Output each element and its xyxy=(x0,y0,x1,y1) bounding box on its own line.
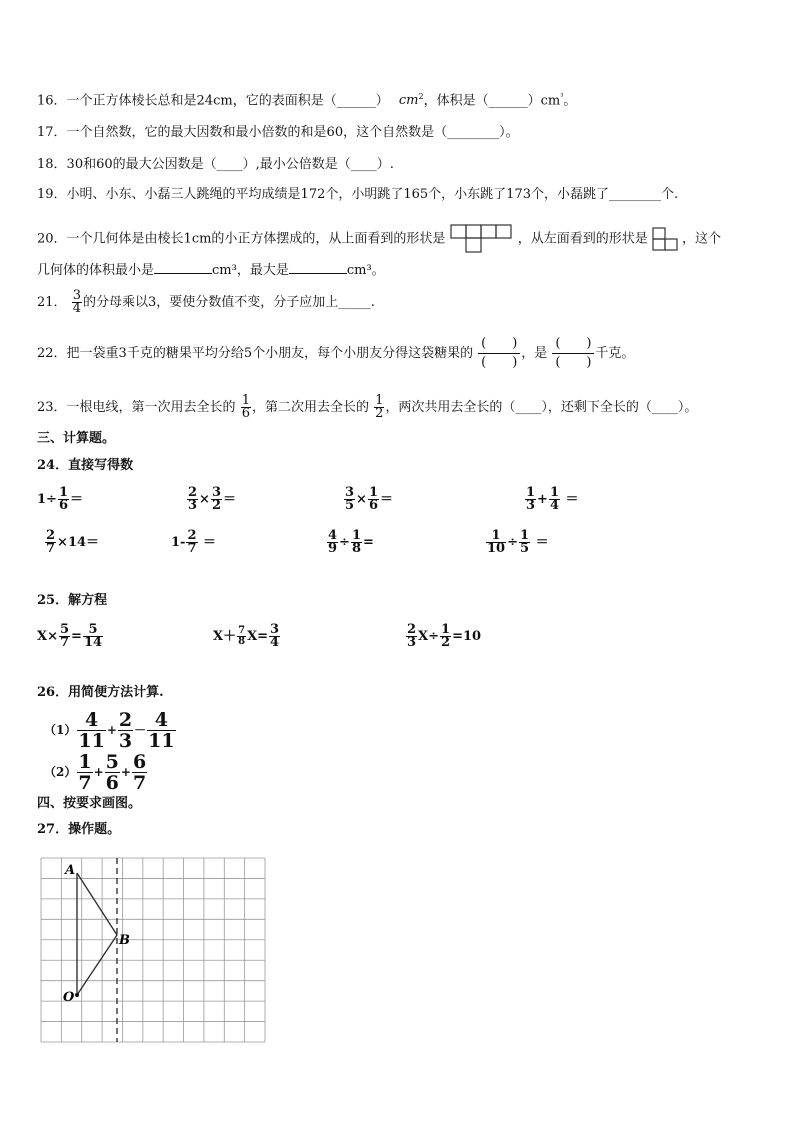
expr-24-4: $\frac{1}{3}$ + $\frac{1}{4}$ ＝ xyxy=(526,485,579,513)
answer-fraction-blank[interactable]: ( ) ( ) xyxy=(478,335,520,372)
question-24-title: 24．直接写得数 xyxy=(37,458,134,473)
question-20: 20．一个几何体是由棱长1cm的小正方体摆成的，从上面看到的形状是 ，从左面看到的形状是 ，这个 xyxy=(37,224,721,254)
question-20-line-2: 几何体的体积最小是 cm³，最大是 cm³。 xyxy=(37,263,385,278)
question-16: 16．一个正方体棱长总和是24cm，它的表面积是（______） $cm^2$，体积是$(\_\_\_\_\_\_)cm^{^3}$。 xyxy=(37,92,577,109)
label-o: O xyxy=(63,990,75,1005)
expr-24-8: $\frac{1}{10}$ ÷ $\frac{1}{5}$ ＝ xyxy=(487,528,549,556)
section-3-heading: 三、计算题。 xyxy=(37,431,116,446)
fraction: $\frac{1}{2}$ xyxy=(375,393,384,421)
section-4-heading: 四、按要求画图。 xyxy=(37,796,142,811)
answer-blank[interactable] xyxy=(289,261,347,274)
question-19: 19．小明、小东、小磊三人跳绳的平均成绩是172个，小明跳了165个，小东跳了173个，小磊跳了________个. xyxy=(37,187,679,202)
question-18: 18．30和60的最大公因数是（____）,最小公倍数是（____）. xyxy=(37,157,394,172)
question-22: 22．把一袋重3千克的糖果平均分给5个小朋友，每个小朋友分得这袋糖果的 ( ) ( ) ，是 ( ) ( ) 千克。 xyxy=(37,336,635,370)
question-21: 21． $\frac{3}{4}$ 的分母乘以3，要使分数值不变，分子应加上_____. xyxy=(37,288,375,316)
expr-24-2: $\frac{2}{3}$ × $\frac{3}{2}$ ＝ xyxy=(188,485,237,513)
expr-26-1: （1） $\frac{4}{11}$ + $\frac{2}{3}$ － $\frac{4}{11}$ xyxy=(44,709,175,752)
point-o xyxy=(75,993,79,997)
drawing-grid[interactable] xyxy=(40,857,266,1043)
answer-blank[interactable]: ______ xyxy=(488,93,528,109)
fraction: $\frac{1}{6}$ xyxy=(241,393,250,421)
question-25-title: 25．解方程 xyxy=(37,593,108,608)
expr-24-1: 1÷ $\frac{1}{6}$ ＝ xyxy=(37,485,84,513)
equation-25-2: X＋ $\frac{7}{8}$ X= $\frac{3}{4}$ xyxy=(213,622,280,650)
expr-24-3: $\frac{3}{5}$ × $\frac{1}{6}$ ＝ xyxy=(345,485,394,513)
expr-24-5: $\frac{2}{7}$ ×14＝ xyxy=(46,528,100,556)
label-b: B xyxy=(119,933,130,948)
equation-25-3: $\frac{2}{3}$ X÷ $\frac{1}{2}$ =10 xyxy=(407,622,482,650)
equation-25-1: X× $\frac{5}{7}$ = $\frac{5}{14}$ xyxy=(37,622,103,650)
expr-24-7: $\frac{4}{9}$ ÷ $\frac{1}{8}$ = xyxy=(328,528,374,556)
label-a: A xyxy=(65,863,76,878)
expr-26-2: （2） $\frac{1}{7}$ + $\frac{5}{6}$ + $\frac{6}{7}$ xyxy=(44,751,147,794)
left-view-shape-icon xyxy=(652,226,678,252)
answer-blank[interactable] xyxy=(154,261,212,274)
answer-blank[interactable]: ______ xyxy=(336,93,376,109)
question-17: 17．一个自然数，它的最大因数和最小倍数的和是60，这个自然数是（________）。 xyxy=(37,125,519,140)
answer-fraction-blank[interactable]: ( ) ( ) xyxy=(552,335,594,372)
question-26-title: 26．用简便方法计算. xyxy=(37,685,164,700)
expr-24-6: 1- $\frac{2}{7}$ ＝ xyxy=(171,528,217,556)
question-23: 23．一根电线，第一次用去全长的 $\frac{1}{6}$ ，第二次用去全长的 $\frac{1}{2}$ ，两次共用去全长的（____），还剩下全长的（____）。 xyxy=(37,393,698,421)
fraction: $\frac{3}{4}$ xyxy=(72,288,81,316)
triangle-shape xyxy=(77,873,117,995)
question-27-title: 27．操作题。 xyxy=(37,822,121,837)
top-view-shape-icon xyxy=(450,224,514,254)
